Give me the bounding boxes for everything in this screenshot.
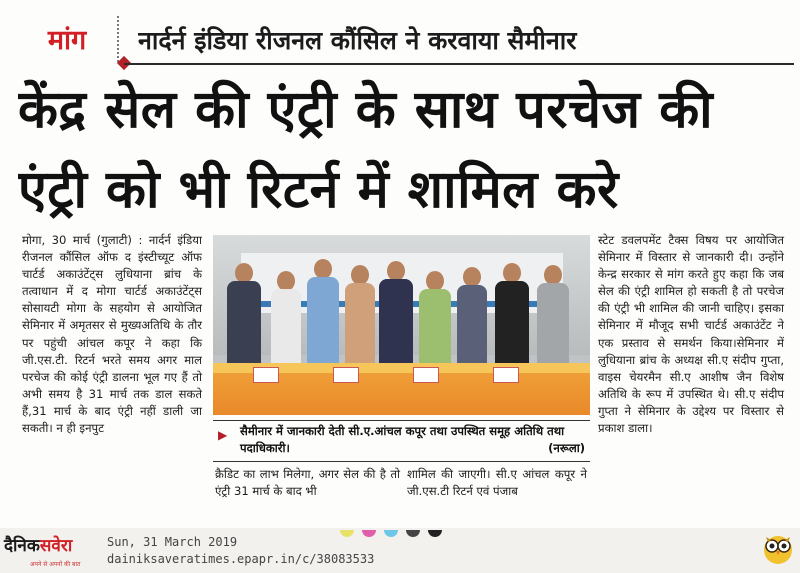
footer-date: Sun, 31 March 2019 <box>107 535 238 549</box>
photo-person-body <box>345 283 375 363</box>
photo-name-card <box>253 367 279 383</box>
event-photo <box>213 235 590 415</box>
photo-person-head <box>314 259 332 279</box>
photo-person-head <box>351 265 369 285</box>
kicker-separator <box>117 16 119 62</box>
article-right-column <box>598 232 784 512</box>
photo-person-head <box>277 271 295 291</box>
print-registration-marks <box>340 530 480 538</box>
kicker-rule <box>124 63 794 65</box>
brand-prefix: दैनिक <box>4 536 40 556</box>
photo-person-body <box>227 281 261 363</box>
registration-dot <box>340 530 354 537</box>
photo-credit: (नरूला) <box>548 441 585 455</box>
photo-person-head <box>503 263 521 283</box>
photo-person-body <box>537 283 569 363</box>
brand-logo[interactable] <box>4 533 102 559</box>
photo-name-card <box>333 367 359 383</box>
article-middle-text-a: क्रैडिट का लाभ मिलेगा, अगर सेल की है तो एंट्री 31 मार्च के बाद भी <box>215 467 400 499</box>
article-left-column <box>22 232 202 522</box>
registration-dot <box>428 530 442 537</box>
photo-person-head <box>544 265 562 285</box>
article-left-text: मोगा, 30 मार्च (गुलाटी) : नार्दर्न इंडिया रीजनल कौंसिल ऑफ द इंस्टीच्यूट ऑफ चार्टर्ड अकाउंटेंट्स लुधियाना ब्रांच के तत्वाधान में द मोगा चार्टर्ड अकाउंटेंट्स सोसायटी मोगा के सहयोग से आयोजित सेमिनार में अमृतसर से मुख्यअतिथि के तौर पर पहुंची आंचल कपूर ने कहा कि जी.एस.टी. रिटर्न भरते समय अगर माल परचेज की कोई एंट्री डालना भूल गए हैं तो अभी समय है 31 मार्च तक डाल सकते हैं,31 मार्च के बाद एंट्री नहीं डाली जा सकती। न ही इनपुट <box>22 233 202 436</box>
photo-person <box>307 259 339 363</box>
headline-line-1: केंद्र सेल की एंट्री के साथ परचेज की <box>18 80 714 140</box>
photo-name-card <box>413 367 439 383</box>
photo-person <box>345 265 375 363</box>
photo-person <box>271 271 301 363</box>
registration-dot <box>362 530 376 537</box>
photo-caption-text: सैमीनार में जानकारी देती सी.ए.आंचल कपूर तथा उपस्थित समूह अतिथि तथा पदाधिकारी। <box>240 424 565 455</box>
photo-caption <box>240 423 585 459</box>
photo-person-body <box>419 289 451 363</box>
headline-line-2: एंट्री को भी रिटर्न में शामिल करे <box>18 160 619 220</box>
brand-name: सवेरा <box>39 536 73 556</box>
footer-url-link[interactable]: dainiksaveratimes.epapr.in/c/38083533 <box>107 552 375 566</box>
owl-mascot-icon[interactable] <box>762 531 794 565</box>
kicker-label: मांग <box>47 25 87 56</box>
article-middle-column-a <box>215 466 400 526</box>
caption-arrow-icon: ▶ <box>218 428 228 442</box>
photo-person-body <box>379 279 413 363</box>
brand-tagline: अपने से अपनों की बात <box>30 561 81 568</box>
photo-person <box>457 267 487 363</box>
photo-person <box>495 263 529 363</box>
kicker-subheadline: नार्दर्न इंडिया रीजनल कौंसिल ने करवाया सैमीनार <box>138 26 577 55</box>
photo-person-body <box>307 277 339 363</box>
photo-person-body <box>457 285 487 363</box>
photo-person-head <box>387 261 405 281</box>
photo-person-body <box>495 281 529 363</box>
photo-person <box>379 261 413 363</box>
photo-person-body <box>271 289 301 363</box>
photo-person-head <box>235 263 253 283</box>
article-right-text: स्टेट डवलपमेंट टैक्स विषय पर आयोजित सेमिनार में विस्तार से जानकारी दी। उन्होंने केन्द्र सरकार से मांग करते हुए कहा कि जब सेल की एंट्री शामिल हो सकती है तो परचेज की एंट्री भी शामिल की जानी चाहिए। इसका सेमिनार में मौजूद सभी चार्टर्ड अकाउंटेंट ने एक प्रस्ताव से समर्थन किया।सेमिनार में लुधियाना ब्रांच के अध्यक्ष सी.ए संदीप गुप्ता, वाइस चेयरमैन सी.ए आशीष जैन विशेष अतिथि के रूप में उपस्थित थे। सी.ए संदीप गुप्ता ने सेमिनार के उद्देश्य पर विस्तार से प्रकाश डाला। <box>598 233 784 436</box>
photo-person <box>227 263 261 363</box>
registration-dot <box>384 530 398 537</box>
article-middle-text-b: शामिल की जाएगी। सी.ए आंचल कपूर ने जी.एस.टी रिटर्न एवं पंजाब <box>407 467 587 499</box>
registration-dot <box>406 530 420 537</box>
article-middle-column-b <box>407 466 587 526</box>
photo-person <box>419 271 451 363</box>
photo-person-head <box>463 267 481 287</box>
photo-person-head <box>426 271 444 291</box>
photo-name-card <box>493 367 519 383</box>
photo-person <box>537 265 569 363</box>
